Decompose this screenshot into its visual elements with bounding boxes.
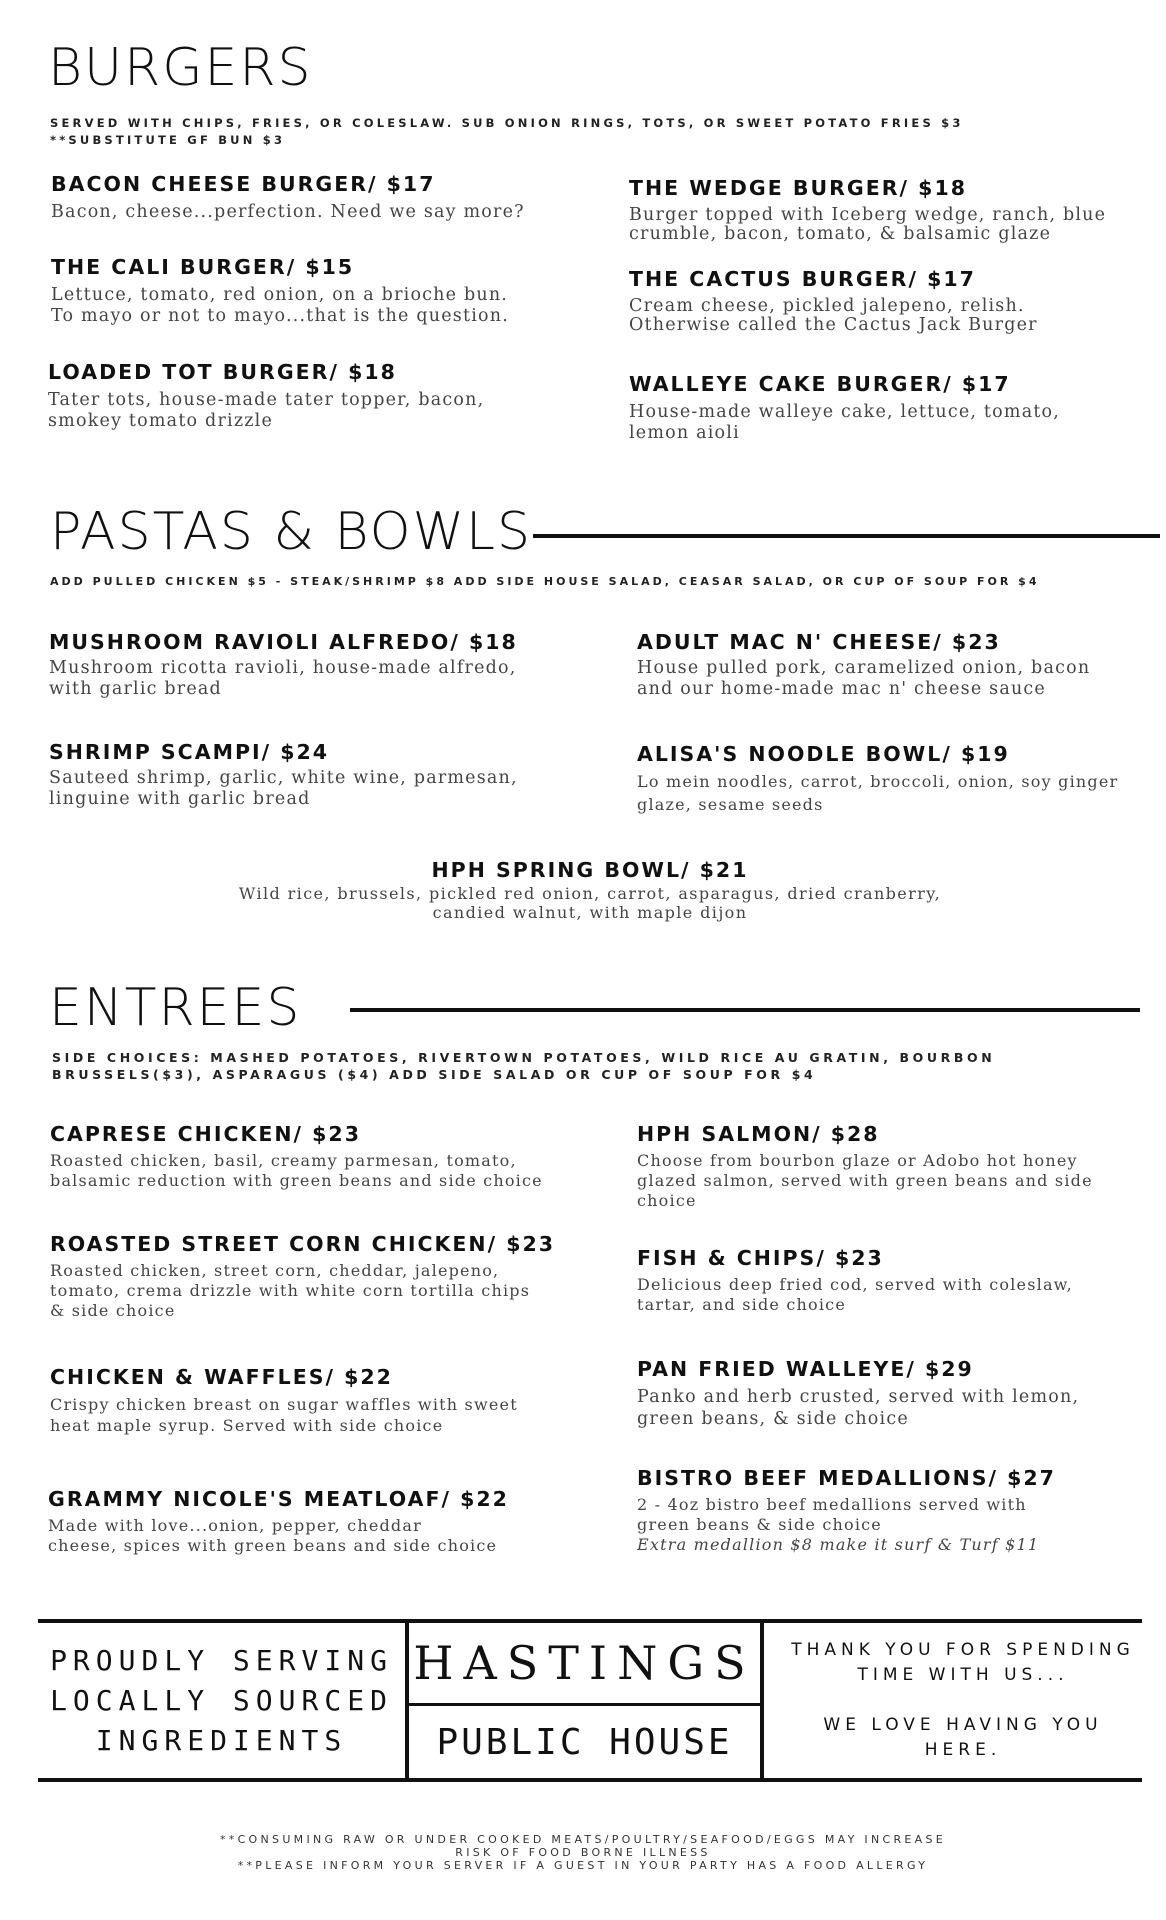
- menu-item: [50, 1122, 543, 1191]
- item-desc: House pulled pork, caramelized onion, bacon and our home-made mac n' cheese sauce: [637, 658, 1091, 699]
- pastas-title: PASTAS & BOWLS: [50, 502, 532, 562]
- item-name: FISH & CHIPS/ $23: [637, 1246, 884, 1270]
- item-name: SHRIMP SCAMPI/ $24: [49, 740, 330, 764]
- item-desc: Delicious deep fried cod, served with coleslaw, tartar, and side choice: [637, 1275, 1073, 1314]
- brand-name-top: [409, 1623, 760, 1703]
- menu-item: [51, 172, 525, 223]
- brand-public-house: PUBLIC HOUSE: [436, 1721, 733, 1763]
- menu-item: [50, 1232, 555, 1321]
- locally-sourced-text: PROUDLY SERVING LOCALLY SOURCED INGREDIENTS: [50, 1643, 393, 1757]
- menu-item: [50, 1365, 518, 1436]
- item-name: HPH SALMON/ $28: [637, 1122, 880, 1146]
- item-desc: Roasted chicken, street corn, cheddar, jalepeno, tomato, crema drizzle with white corn tortilla chips & side choice: [50, 1261, 531, 1320]
- item-desc: Crispy chicken breast on sugar waffles with sweet heat maple syrup. Served with side choice: [50, 1395, 518, 1435]
- item-name: THE CACTUS BURGER/ $17: [629, 267, 976, 291]
- section-divider: [350, 1008, 1140, 1012]
- menu-item: [51, 255, 509, 327]
- item-desc: Lo mein noodles, carrot, broccoli, onion, soy ginger glaze, sesame seeds: [637, 772, 1119, 814]
- menu-item: [637, 1357, 1079, 1430]
- banner-bottom-rule: [38, 1778, 1142, 1782]
- burgers-note: [50, 115, 964, 149]
- item-name: ALISA'S NOODLE BOWL/ $19: [637, 742, 1010, 766]
- item-name: CHICKEN & WAFFLES/ $22: [50, 1365, 393, 1389]
- item-extra: Extra medallion $8 make it surf & Turf $11: [637, 1535, 1040, 1554]
- item-desc: Lettuce, tomato, red onion, on a brioche bun. To mayo or not to mayo...that is the question.: [51, 285, 509, 326]
- menu-item: [637, 1122, 1093, 1211]
- menu-item: [637, 630, 1090, 700]
- item-name: WALLEYE CAKE BURGER/ $17: [629, 372, 1011, 396]
- menu-item: [629, 267, 1038, 335]
- item-name: BISTRO BEEF MEDALLIONS/ $27: [637, 1466, 1056, 1490]
- item-name: GRAMMY NICOLE'S MEATLOAF/ $22: [48, 1487, 509, 1511]
- item-desc: Sauteed shrimp, garlic, white wine, parmesan, linguine with garlic bread: [49, 768, 518, 809]
- item-desc: Burger topped with Iceberg wedge, ranch, blue crumble, bacon, tomato, & balsamic glaze: [629, 205, 1107, 244]
- item-name: CAPRESE CHICKEN/ $23: [50, 1122, 361, 1146]
- item-desc: Panko and herb crusted, served with lemon, green beans, & side choice: [637, 1387, 1080, 1429]
- item-name: PAN FRIED WALLEYE/ $29: [637, 1357, 974, 1381]
- item-name: LOADED TOT BURGER/ $18: [48, 360, 397, 384]
- menu-item: [48, 1487, 509, 1556]
- menu-item: [637, 742, 1118, 816]
- item-desc: 2 - 4oz bistro beef medallions served with green beans & side choice: [637, 1495, 1027, 1534]
- entrees-title: ENTREES: [49, 978, 302, 1038]
- item-name: ROASTED STREET CORN CHICKEN/ $23: [50, 1232, 555, 1256]
- item-desc: Roasted chicken, basil, creamy parmesan, tomato, balsamic reduction with green beans and side choice: [50, 1151, 543, 1190]
- item-desc: Mushroom ricotta ravioli, house-made alfredo, with garlic bread: [49, 658, 517, 699]
- item-desc: Wild rice, brussels, pickled red onion, carrot, asparagus, dried cranberry, candied walnut, with maple dijon: [238, 884, 942, 922]
- pastas-note: ADD PULLED CHICKEN $5 - STEAK/SHRIMP $8 ADD SIDE HOUSE SALAD, CEASAR SALAD, OR CUP OF SOUP FOR $4: [50, 575, 1040, 588]
- footer-disclaimer: [0, 1833, 1166, 1872]
- entrees-note: [52, 1049, 995, 1083]
- banner-left-cell: [38, 1623, 405, 1778]
- banner-right-cell: [764, 1623, 1162, 1778]
- item-desc: Tater tots, house-made tater topper, bacon, smokey tomato drizzle: [48, 390, 485, 431]
- entrees-note-line: SIDE CHOICES: MASHED POTATOES, RIVERTOWN POTATOES, WILD RICE AU GRATIN, BOURBON: [52, 1050, 996, 1065]
- item-desc: Bacon, cheese...perfection. Need we say more?: [51, 202, 525, 222]
- menu-item: [637, 1466, 1056, 1555]
- section-divider: [533, 534, 1160, 538]
- item-name: HPH SPRING BOWL/ $21: [431, 858, 749, 882]
- menu-item: [49, 740, 518, 810]
- menu-item: [629, 176, 1106, 244]
- burgers-note-line: SERVED WITH CHIPS, FRIES, OR COLESLAW. SUB ONION RINGS, TOTS, OR SWEET POTATO FRIES $3: [50, 116, 964, 130]
- footer-line: **CONSUMING RAW OR UNDER COOKED MEATS/POULTRY/SEAFOOD/EGGS MAY INCREASE: [219, 1833, 947, 1846]
- item-name: THE CALI BURGER/ $15: [51, 255, 355, 279]
- brand-hastings: HASTINGS: [413, 1636, 756, 1690]
- menu-item: [637, 1246, 1073, 1315]
- item-name: MUSHROOM RAVIOLI ALFREDO/ $18: [49, 630, 518, 654]
- footer-line: **PLEASE INFORM YOUR SERVER IF A GUEST IN YOUR PARTY HAS A FOOD ALLERGY: [237, 1859, 929, 1872]
- menu-item: [48, 360, 484, 432]
- menu-item-featured: [180, 858, 1000, 922]
- footer-line: RISK OF FOOD BORNE ILLNESS: [455, 1846, 711, 1859]
- item-desc: Choose from bourbon glaze or Adobo hot honey glazed salmon, served with green beans and side choice: [637, 1151, 1093, 1210]
- item-name: THE WEDGE BURGER/ $18: [629, 176, 967, 200]
- item-name: BACON CHEESE BURGER/ $17: [51, 172, 436, 196]
- entrees-note-line: BRUSSELS($3), ASPARAGUS ($4) ADD SIDE SALAD OR CUP OF SOUP FOR $4: [52, 1067, 817, 1082]
- item-name: ADULT MAC N' CHEESE/ $23: [637, 630, 1001, 654]
- menu-item: [629, 372, 1060, 444]
- burgers-note-line: **SUBSTITUTE GF BUN $3: [50, 133, 286, 147]
- burgers-title: BURGERS: [48, 38, 313, 98]
- menu-item: [49, 630, 518, 700]
- item-desc: Made with love...onion, pepper, cheddar cheese, spices with green beans and side choice: [48, 1516, 498, 1555]
- thank-you-text: THANK YOU FOR SPENDING TIME WITH US... WE LOVE HAVING YOU HERE.: [791, 1640, 1135, 1760]
- brand-name-bottom: [409, 1706, 760, 1778]
- item-desc: Cream cheese, pickled jalepeno, relish. Otherwise called the Cactus Jack Burger: [629, 296, 1038, 335]
- item-desc: House-made walleye cake, lettuce, tomato, lemon aioli: [629, 402, 1061, 443]
